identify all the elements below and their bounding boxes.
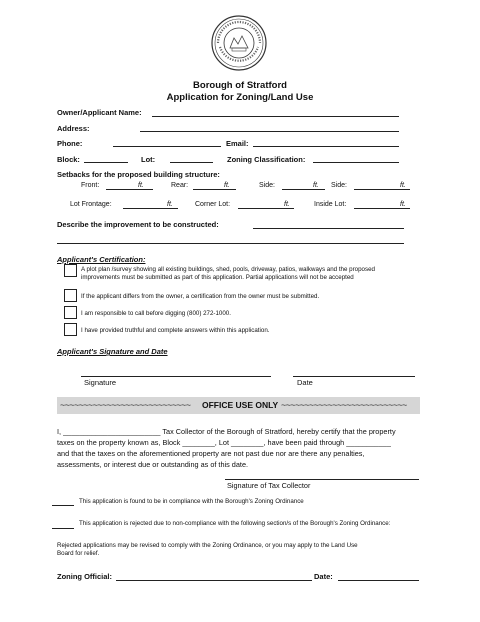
address-field[interactable] xyxy=(140,131,399,132)
corner-lot-field[interactable] xyxy=(238,208,294,209)
rejected-mark-field[interactable] xyxy=(52,528,74,529)
lot-label: Lot: xyxy=(141,155,156,164)
phone-label: Phone: xyxy=(57,139,83,148)
side-2-unit: ft. xyxy=(400,182,406,189)
side-1-field[interactable] xyxy=(282,189,325,190)
lot-frontage-field[interactable] xyxy=(123,208,178,209)
cert-text-2: improvements must be submitted as part of this application. Partial applications will not be accepted xyxy=(81,274,354,281)
lot-field[interactable] xyxy=(170,162,213,163)
revise-text-2: Board for relief. xyxy=(57,550,100,557)
zoning-official-field[interactable] xyxy=(116,580,312,581)
side-2-label: Side: xyxy=(331,182,347,189)
describe-label: Describe the improvement to be constructed: xyxy=(57,220,219,229)
cert-checkbox-truthful[interactable] xyxy=(64,323,77,336)
cert-checkbox-owner[interactable] xyxy=(64,289,77,302)
side-2-field[interactable] xyxy=(354,189,410,190)
owner-label: Owner/Applicant Name: xyxy=(57,108,142,117)
inside-lot-label: Inside Lot: xyxy=(314,201,347,208)
official-date-label: Date: xyxy=(314,572,333,581)
inside-lot-field[interactable] xyxy=(354,208,410,209)
lot-frontage-label: Lot Frontage: xyxy=(70,201,112,208)
zoning-official-label: Zoning Official: xyxy=(57,572,112,581)
zoning-field[interactable] xyxy=(313,162,399,163)
front-field[interactable] xyxy=(106,189,153,190)
rear-unit: ft. xyxy=(224,182,230,189)
cert-text-5: I have provided truthful and complete answers within this application. xyxy=(81,327,270,334)
tax-paragraph-1: I, ________________________ Tax Collector of the Borough of Stratford, hereby certify that the property xyxy=(57,427,396,436)
certification-heading: Applicant's Certification: xyxy=(57,255,146,264)
owner-field[interactable] xyxy=(152,116,399,117)
revise-text-1: Rejected applications may be revised to comply with the Zoning Ordinance, or you may apply to the Land Use xyxy=(57,542,358,549)
tax-paragraph-4: assessments, or interest due or outstanding as of this date. xyxy=(57,460,249,469)
tax-collector-signature-field[interactable] xyxy=(225,479,419,480)
corner-lot-unit: ft. xyxy=(284,201,290,208)
rear-label: Rear: xyxy=(171,182,189,189)
side-1-unit: ft. xyxy=(313,182,319,189)
cert-checkbox-dig[interactable] xyxy=(64,306,77,319)
page-title: Borough of Stratford xyxy=(193,80,287,91)
borough-seal xyxy=(210,14,268,72)
side-1-label: Side: xyxy=(259,182,275,189)
tax-collector-signature-label: Signature of Tax Collector xyxy=(227,481,311,490)
corner-lot-label: Corner Lot: xyxy=(195,201,231,208)
front-unit: ft. xyxy=(138,182,144,189)
block-label: Block: xyxy=(57,155,80,164)
lot-frontage-unit: ft. xyxy=(167,201,173,208)
rejected-text: This application is rejected due to non-compliance with the following section/s of the Borough's Zoning Ordinance: xyxy=(79,520,391,527)
address-label: Address: xyxy=(57,124,90,133)
signature-label: Signature xyxy=(84,378,117,387)
cert-text-1: A plot plan /survey showing all existing buildings, shed, pools, driveway, patios, walkways and the proposed xyxy=(81,266,375,273)
date-label: Date xyxy=(297,378,313,387)
email-field[interactable] xyxy=(253,146,399,147)
block-field[interactable] xyxy=(84,162,128,163)
tax-paragraph-3: and that the taxes on the aforementioned property are not past due nor are there any penalties, xyxy=(57,449,365,458)
email-label: Email: xyxy=(226,139,249,148)
cert-checkbox-plot-plan[interactable] xyxy=(64,264,77,277)
cert-text-3: If the applicant differs from the owner, a certification from the owner must be submitted. xyxy=(81,293,320,300)
describe-field-1[interactable] xyxy=(253,228,404,229)
tax-paragraph-2: taxes on the property known as, Block ________, Lot ________, have been paid through ___________ xyxy=(57,438,391,447)
rear-field[interactable] xyxy=(193,189,236,190)
setbacks-heading: Setbacks for the proposed building structure: xyxy=(57,170,220,179)
compliance-text: This application is found to be in compliance with the Borough's Zoning Ordinance xyxy=(79,498,304,505)
signature-heading: Applicant's Signature and Date xyxy=(57,347,168,356)
compliance-mark-field[interactable] xyxy=(52,505,74,506)
describe-field-2[interactable] xyxy=(57,243,404,244)
zoning-label: Zoning Classification: xyxy=(227,155,306,164)
cert-text-4: I am responsible to call before digging (800) 272-1000. xyxy=(81,310,231,317)
office-dashes-right: ~~~~~~~~~~~~~~~~~~~~~~~~~~~ xyxy=(281,400,407,410)
official-date-field[interactable] xyxy=(338,580,419,581)
front-label: Front: xyxy=(81,182,100,189)
office-use-title: OFFICE USE ONLY xyxy=(202,400,279,410)
office-dashes-left: ~~~~~~~~~~~~~~~~~~~~~~~~~~~~ xyxy=(60,400,191,410)
signature-field[interactable] xyxy=(81,376,271,377)
page-subtitle: Application for Zoning/Land Use xyxy=(166,92,314,103)
phone-field[interactable] xyxy=(113,146,221,147)
inside-lot-unit: ft. xyxy=(400,201,406,208)
date-field[interactable] xyxy=(293,376,415,377)
